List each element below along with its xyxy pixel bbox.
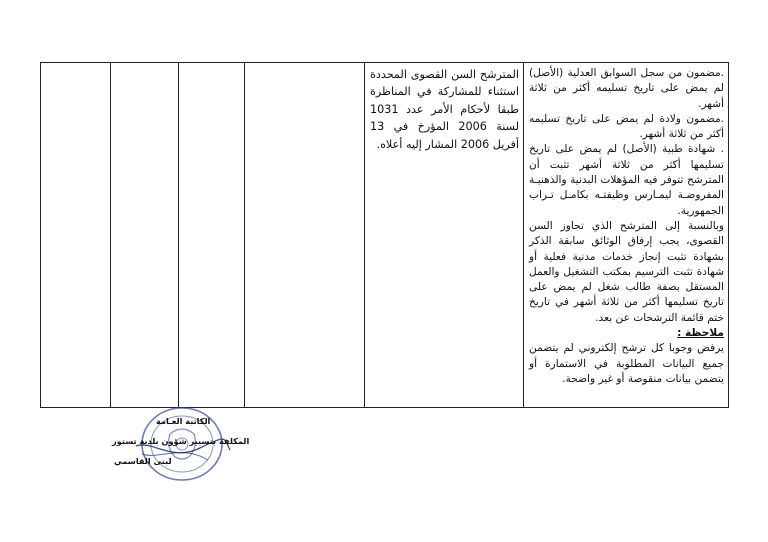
candidate-cell xyxy=(365,63,524,408)
condition-paragraph: . شهادة طبية (الأصل) لم يمض على تاريخ تسليمها أكثر من ثلاثة أشهر تثبت أن المترشح تتوفر فيه المؤهلات البدنية والذهنيـة المفروضـة ليمـارس وظيفتـه بكامـل تـراب الجمهورية. xyxy=(529,143,724,217)
condition-paragraph: وبالنسبة إلى المترشح الذي تجاوز السن القصوى، يجب إرفاق الوثائق سابقة الذكر بشهادة تثبت إنجاز خدمات مدنية فعلية أو شهادة تثبت الترسيم بمكتب التشغيل والعمل المستقل بصفة طالب شغل لم يمض على تاريخ تسليمها أكثر من ثلاثة أشهر في تاريخ ختم قائمة الترشحات عن بعد. xyxy=(529,219,724,324)
note-label: ملاحظة : xyxy=(677,327,724,340)
candidate-text: المترشح السن القصوى المحددة استثناء للمشاركة في المناظرة طبقا لأحكام الأمر عدد 1031 لسنة 2006 المؤرخ في 13 أفريل 2006 المشار إليه أعلاه. xyxy=(370,68,519,151)
signature-name: لبنى القاسمي xyxy=(114,456,172,466)
empty-cell xyxy=(179,63,245,408)
conditions-table xyxy=(40,62,729,408)
conditions-cell xyxy=(524,63,729,408)
signature-block xyxy=(112,404,250,482)
signature-role: المكلفة بتسيير شؤون بلدية تستور xyxy=(112,436,250,446)
note-text: يرفض وجوبا كل ترشح إلكتروني لم يتضمن جميع البيانات المطلوبة في الاستمارة أو يتضمن بيانات منقوصة أو غير واضحة. xyxy=(529,342,724,385)
empty-cell xyxy=(245,63,365,408)
condition-paragraph: .مضمون من سجل السوابق العدلية (الأصل) لم يمض على تاريخ تسليمه أكثر من ثلاثة أشهر. xyxy=(529,67,724,110)
table-row xyxy=(41,63,729,408)
signature-title: الكاتبة العـامة xyxy=(156,416,211,426)
conditions-text xyxy=(524,63,728,387)
empty-cell xyxy=(111,63,179,408)
empty-cell xyxy=(41,63,111,408)
condition-paragraph: .مضمون ولادة لم يمض على تاريخ تسليمه أكثر من ثلاثة أشهر. xyxy=(529,112,724,141)
